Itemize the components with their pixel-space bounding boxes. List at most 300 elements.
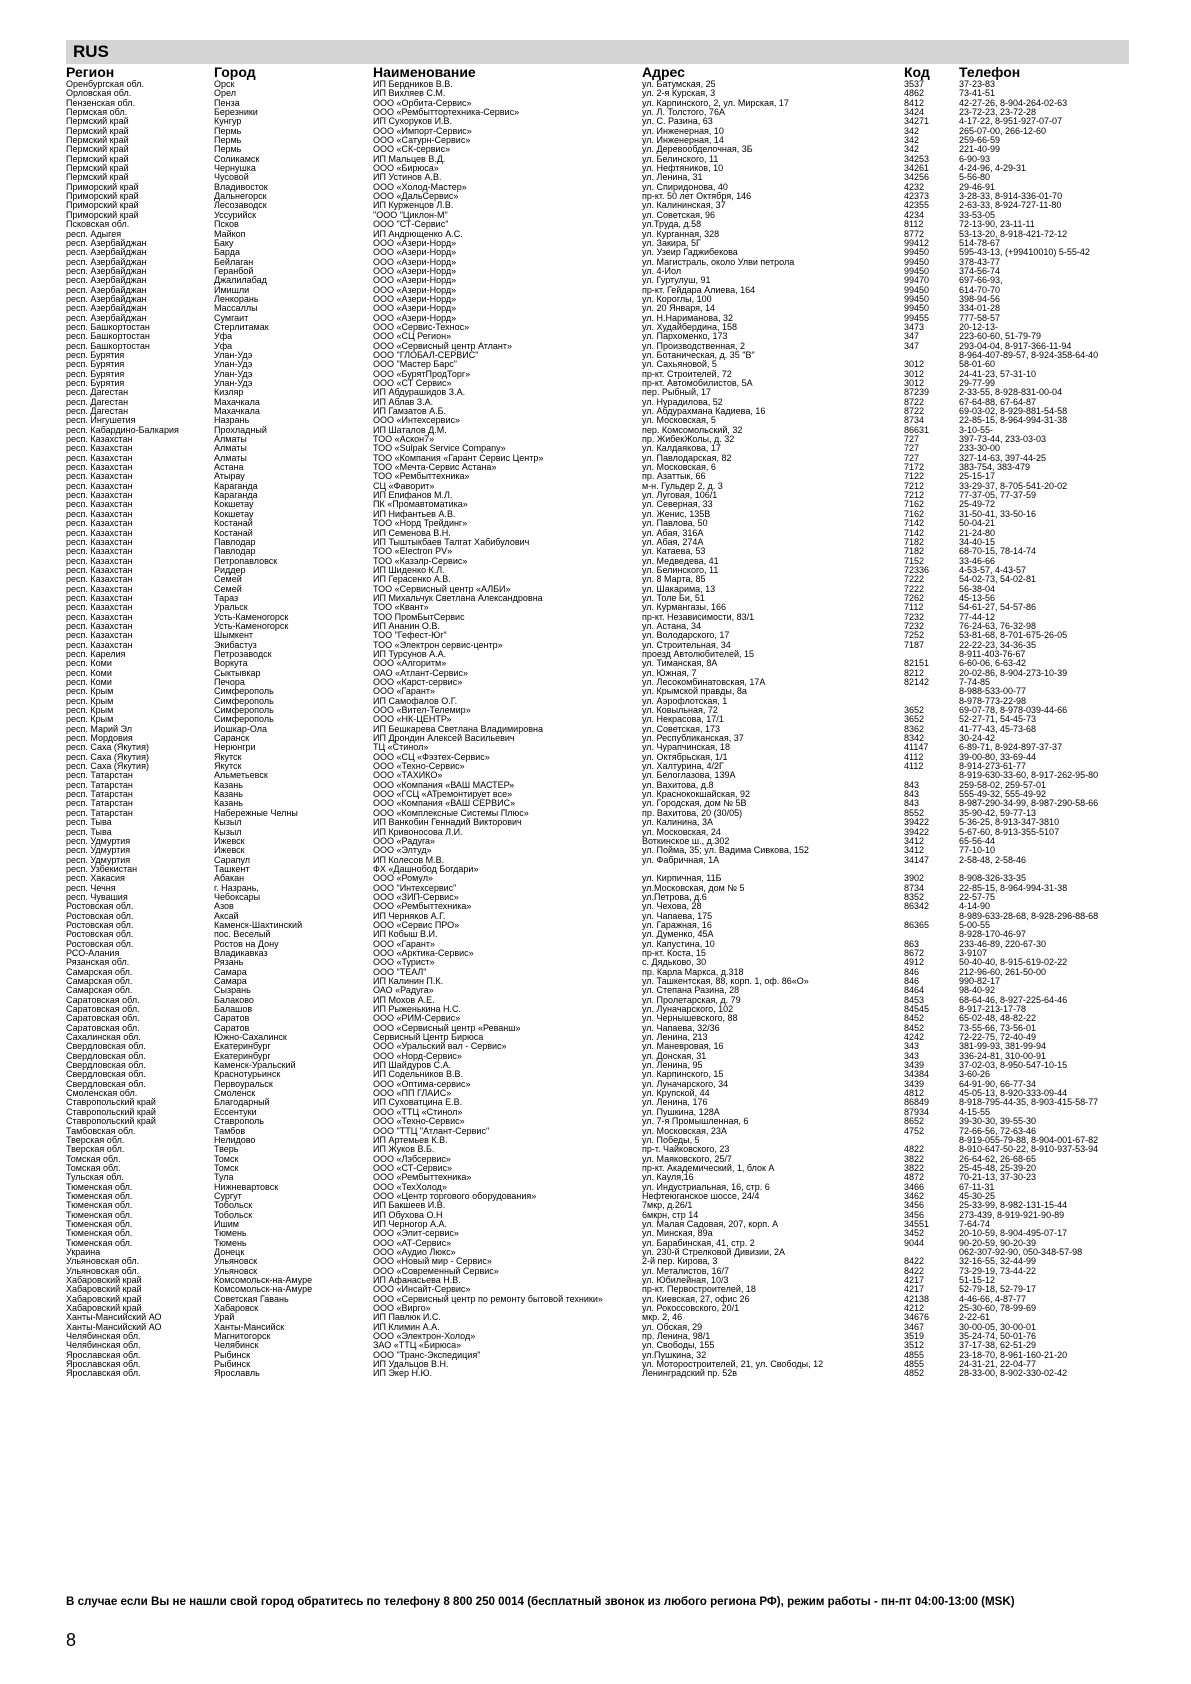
table-row [66, 818, 1129, 827]
cell-code: 7162 [904, 509, 925, 519]
cell-name: ТОО «Сервисный центр «АЛБИ» [373, 584, 511, 594]
cell-phone: 22-85-15, 8-964-994-31-38 [959, 883, 1068, 893]
cell-code: 4752 [904, 1126, 925, 1136]
cell-city: Симферополь [214, 706, 274, 716]
cell-address: ул. 230-й Стрелковой Дивизии, 2А [642, 1247, 786, 1257]
cell-code: 843 [904, 799, 920, 809]
table-row [66, 585, 1129, 594]
table-row [66, 697, 1129, 706]
table-row [66, 912, 1129, 921]
cell-city: Владивосток [214, 182, 268, 192]
cell-address: ул. Павлова, 50 [642, 519, 708, 529]
table-row [66, 136, 1129, 145]
cell-phone: 67-64-88, 67-64-87 [959, 397, 1037, 407]
cell-code: 7232 [904, 621, 925, 631]
cell-code: 87239 [904, 388, 930, 398]
cell-code: 7162 [904, 500, 925, 510]
header-phone: Телефон [959, 64, 1021, 80]
cell-region: Свердловская обл. [66, 1042, 146, 1052]
table-row [66, 407, 1129, 416]
cell-city: Воркута [214, 659, 248, 669]
cell-name: ООО «Азери-Норд» [373, 238, 457, 248]
cell-region: респ. Казахстан [66, 481, 133, 491]
cell-address: пер. Рыбный, 17 [642, 388, 711, 398]
cell-city: Сызрань [214, 986, 251, 996]
table-row [66, 893, 1129, 902]
cell-phone: 67-11-31 [959, 1182, 995, 1192]
cell-name: ООО «ПП ГЛАЙС» [373, 1089, 452, 1099]
cell-address: ул. Калдаякова, 17 [642, 444, 721, 454]
cell-address: ул. Деревообделочная, 3Б [642, 145, 753, 155]
cell-code: 82142 [904, 678, 930, 687]
cell-city: Семей [214, 584, 242, 594]
cell-code: 86849 [904, 1098, 930, 1108]
page-number: 8 [66, 1630, 77, 1650]
cell-code: 7142 [904, 528, 925, 538]
table-row [66, 1098, 1129, 1107]
cell-phone: 30-00-05, 30-00-01 [959, 1322, 1037, 1332]
cell-code: 3012 [904, 379, 925, 388]
table-row [66, 799, 1129, 808]
cell-address: ул. Л. Толстого, 76А [642, 108, 725, 118]
cell-region: респ. Азербайджан [66, 294, 147, 304]
cell-region: Тверская обл. [66, 1145, 125, 1155]
cell-code: 727 [904, 453, 920, 463]
cell-region: респ. Татарстан [66, 790, 133, 800]
cell-code: 8453 [904, 995, 925, 1005]
cell-city: Ижевск [214, 836, 245, 846]
cell-name: ТОО "Гефест-Юг" [373, 631, 447, 641]
table-row [66, 192, 1129, 201]
table-row [66, 837, 1129, 846]
cell-phone: 72-66-56, 72-63-46 [959, 1126, 1037, 1136]
cell-code: 3412 [904, 836, 925, 846]
cell-address: ул. Короглы, 100 [642, 294, 712, 304]
country-banner: RUS [66, 40, 1129, 64]
cell-address: ул. Северная, 33 [642, 500, 713, 510]
table-row [66, 856, 1129, 865]
cell-city: Кызыл [214, 827, 242, 837]
cell-name: ОАО «Радуга» [373, 986, 434, 996]
table-row [66, 1014, 1129, 1023]
cell-name: ООО «ТТЦ «Стинол» [373, 1107, 463, 1117]
cell-region: респ. Казахстан [66, 519, 133, 529]
cell-city: Сургут [214, 1191, 242, 1201]
table-row [66, 463, 1129, 472]
cell-phone: 614-70-70 [959, 285, 1001, 295]
cell-code: 3466 [904, 1182, 925, 1192]
cell-city: Якутск [214, 752, 242, 762]
table-row [66, 734, 1129, 743]
cell-address: ул.Пушкина, 32 [642, 1350, 707, 1360]
cell-phone: 595-43-13, (+99410010) 5-55-42 [959, 248, 1090, 258]
cell-name: ООО «Турист» [373, 958, 435, 968]
cell-address: ул. Женис, 135В [642, 509, 711, 519]
cell-code: 7252 [904, 631, 925, 641]
cell-phone: 77-10-10 [959, 846, 996, 856]
table-row [66, 1183, 1129, 1192]
cell-region: Челябинская обл. [66, 1332, 141, 1342]
cell-code: 3012 [904, 360, 925, 370]
cell-region: Ульяновская обл. [66, 1257, 140, 1267]
cell-address: ул. Калининская, 37 [642, 201, 726, 211]
cell-phone: 72-22-75, 72-40-49 [959, 1033, 1037, 1043]
cell-name: ООО «Гарант» [373, 939, 435, 949]
cell-phone: 25-45-48, 25-39-20 [959, 1163, 1037, 1173]
cell-phone: 378-43-77 [959, 257, 1001, 267]
cell-address: ул. Павлодарская, 82 [642, 453, 732, 463]
cell-name: ИП Климин А.А. [373, 1322, 440, 1332]
cell-phone: 24-31-21, 22-04-77 [959, 1360, 1037, 1370]
cell-phone: 56-38-04 [959, 584, 996, 594]
cell-city: Махачкала [214, 397, 260, 407]
table-row [66, 286, 1129, 295]
cell-city: Кокшетау [214, 500, 254, 510]
cell-name: ООО «Азери-Норд» [373, 294, 457, 304]
cell-city: Стерлитамак [214, 322, 269, 332]
cell-code: 3537 [904, 80, 925, 89]
cell-phone: 68-64-46, 8-927-225-64-46 [959, 995, 1068, 1005]
cell-address: 7мкр, д.26/1 [642, 1201, 693, 1211]
table-row [66, 164, 1129, 173]
cell-address: ул. Пархоменко, 173 [642, 332, 728, 342]
table-row [66, 304, 1129, 313]
cell-code: 99450 [904, 285, 930, 295]
table-row [66, 781, 1129, 790]
cell-address: ул.Московская, дом № 5 [642, 883, 745, 893]
cell-address: ул. Капустина, 10 [642, 939, 715, 949]
cell-address: ул. Кирпичная, 11Б [642, 874, 722, 884]
cell-city: Соликамск [214, 154, 260, 164]
cell-name: ТОО «Аскон7» [373, 435, 435, 445]
cell-address: ул. Донская, 31 [642, 1051, 707, 1061]
cell-city: Печора [214, 678, 245, 687]
cell-region: Ярославская обл. [66, 1369, 141, 1379]
cell-name: ООО "ТЕАЛ" [373, 967, 427, 977]
cell-phone: 37-17-38, 62-51-29 [959, 1341, 1037, 1351]
cell-phone: 53-13-20, 8-918-421-72-12 [959, 229, 1068, 239]
cell-phone: 8-964-407-89-57, 8-924-358-64-40 [959, 350, 1099, 360]
cell-city: Тобольск [214, 1201, 253, 1211]
cell-region: Тюменская обл. [66, 1182, 133, 1192]
cell-code: 8212 [904, 668, 925, 678]
cell-code: 8362 [904, 724, 925, 734]
cell-address: пр. Азаттык, 66 [642, 472, 706, 482]
table-row [66, 183, 1129, 192]
cell-name: ИП Устинов А.В. [373, 173, 442, 183]
cell-phone: 39-00-80, 33-69-44 [959, 752, 1037, 762]
cell-city: Каменск-Уральский [214, 1061, 296, 1071]
cell-code: 3652 [904, 715, 925, 725]
table-row [66, 239, 1129, 248]
cell-phone: 31-50-41, 33-50-16 [959, 509, 1037, 519]
cell-address: ул. Кауля,16 [642, 1173, 694, 1183]
cell-address: ул. 7-я Промышленная, 6 [642, 1117, 749, 1127]
cell-phone: 8-987-290-34-99, 8-987-290-58-66 [959, 799, 1099, 809]
cell-name: ООО «ЗИП-Сервис» [373, 892, 459, 902]
cell-phone: 54-61-27, 54-57-86 [959, 603, 1037, 613]
cell-phone: 25-49-72 [959, 500, 996, 510]
cell-code: 3424 [904, 108, 925, 118]
cell-city: Урай [214, 1313, 235, 1323]
cell-city: Алматы [214, 444, 247, 454]
cell-phone: 3-10-55- [959, 425, 994, 435]
cell-city: Кызыл [214, 818, 242, 828]
table-row [66, 1201, 1129, 1210]
cell-address: ул. Катаева, 53 [642, 547, 706, 557]
cell-region: респ. Саха (Якутия) [66, 762, 149, 772]
table-row [66, 332, 1129, 341]
cell-name: ООО «Техно-Сервис» [373, 1117, 465, 1127]
cell-region: Тюменская обл. [66, 1219, 133, 1229]
cell-phone: 76-24-63, 76-32-98 [959, 621, 1037, 631]
cell-city: Массаллы [214, 304, 258, 314]
cell-city: Рязань [214, 958, 244, 968]
cell-address: пер. Комсомольский, 32 [642, 425, 743, 435]
cell-address: ул. Победы, 5 [642, 1135, 700, 1145]
cell-name: ТОО «Квант» [373, 603, 429, 613]
header-address: Адрес [642, 64, 685, 80]
cell-address: ул. Халтурина, 4/2Г [642, 762, 724, 772]
cell-address: ул. Московская, 6 [642, 463, 716, 473]
cell-phone: 2-63-33, 8-924-727-11-80 [959, 201, 1062, 211]
cell-region: Свердловская обл. [66, 1061, 146, 1071]
cell-city: Тверь [214, 1145, 239, 1155]
cell-region: респ. Азербайджан [66, 313, 147, 323]
cell-name: ООО «Импорт-Сервис» [373, 126, 472, 136]
cell-phone: 72-13-90, 23-11-11 [959, 220, 1035, 230]
cell-address: ул. Московская, 5 [642, 416, 716, 426]
cell-address: ул. Малая Садовая, 207, корп. А [642, 1219, 779, 1229]
cell-name: ИП Бакшеев И.В. [373, 1201, 446, 1211]
cell-name: ИП Абдурашидов З.А. [373, 388, 466, 398]
cell-region: респ. Казахстан [66, 556, 133, 566]
cell-region: респ. Ингушетия [66, 416, 136, 426]
cell-code: 7112 [904, 603, 924, 613]
cell-city: Альметьевск [214, 771, 268, 781]
cell-phone: 8-918-795-44-35, 8-903-415-58-77 [959, 1098, 1099, 1108]
cell-region: респ. Тыва [66, 827, 112, 837]
table-row [66, 435, 1129, 444]
cell-region: Самарская обл. [66, 977, 133, 986]
cell-city: Геранбой [214, 266, 254, 276]
cell-city: Самара [214, 967, 247, 977]
cell-name: ООО «Современный Сервис» [373, 1266, 499, 1276]
cell-address: ул. Белинского, 11 [642, 154, 719, 164]
cell-phone: 2-22-61 [959, 1313, 991, 1323]
cell-address: ул. Киевская, 27, офис 26 [642, 1294, 750, 1304]
cell-city: Псков [214, 220, 239, 230]
cell-address: ул. Батумская, 25 [642, 80, 716, 89]
table-row [66, 491, 1129, 500]
cell-address: ул. Сахьяновой, 5 [642, 360, 717, 370]
cell-address: ул. Барабинская, 41, стр. 2 [642, 1238, 755, 1248]
cell-address: мкр. 2, 46 [642, 1313, 683, 1323]
cell-phone: 33-53-05 [959, 210, 996, 220]
cell-code: 8552 [904, 808, 925, 818]
table-row [66, 117, 1129, 126]
cell-name: ИП Самофалов О.Г. [373, 696, 458, 706]
header-code: Код [904, 64, 930, 80]
cell-code: 4872 [904, 1173, 925, 1183]
cell-region: респ. Дагестан [66, 407, 129, 417]
cell-name: ООО «Электрон-Холод» [373, 1332, 476, 1342]
cell-address: ул. Ленина, 95 [642, 1061, 703, 1071]
cell-city: Абакан [214, 874, 245, 884]
cell-name: ООО «Инсайт-Сервис» [373, 1285, 471, 1295]
cell-code: 8734 [904, 883, 925, 893]
cell-city: Первоуральск [214, 1079, 273, 1089]
cell-name: ИП Епифанов М.Л. [373, 491, 453, 501]
cell-name: ИП Шайдуров С.А. [373, 1061, 452, 1071]
table-row [66, 575, 1129, 584]
cell-city: Чернушка [214, 164, 256, 174]
cell-phone: 8-908-326-33-35 [959, 874, 1027, 884]
table-row [66, 902, 1129, 911]
cell-name: ООО «Алгоритм» [373, 659, 447, 669]
table-row [66, 1136, 1129, 1145]
cell-address: ул. Московская, 23А [642, 1126, 727, 1136]
cell-name: ИП Шиденко К.Л. [373, 565, 445, 575]
table-row [66, 1341, 1129, 1350]
cell-name: ИП Андрющенко А.С. [373, 229, 463, 239]
cell-phone: 383-754, 383-479 [959, 463, 1031, 473]
cell-address: ул. Маневровая, 16 [642, 1042, 724, 1052]
cell-address: ул. Луначарского, 102 [642, 1005, 734, 1015]
cell-city: Назрань [214, 416, 250, 426]
cell-region: Ханты-Мансийский АО [66, 1322, 162, 1332]
cell-address: ул. Индустриальная, 16, стр. 6 [642, 1182, 770, 1192]
cell-region: респ. Крым [66, 715, 114, 725]
cell-name: ООО «Комплексные Системы Плюс» [373, 808, 529, 818]
cell-city: Павлодар [214, 537, 256, 547]
cell-code: 34256 [904, 173, 930, 183]
cell-region: респ. Казахстан [66, 463, 133, 473]
cell-name: ИП Жуков В.Б. [373, 1145, 435, 1155]
cell-name: ООО «Норд-Сервис» [373, 1051, 462, 1061]
cell-name: ТОО «Казэлр-Сервис» [373, 556, 468, 566]
table-row [66, 566, 1129, 575]
cell-city: Уссурийск [214, 210, 257, 220]
cell-region: респ. Коми [66, 678, 112, 687]
cell-phone: 5-00-55 [959, 920, 991, 930]
table-row [66, 594, 1129, 603]
cell-name: ООО «Орбита-Сервис» [373, 98, 472, 108]
cell-name: ООО «Элтуд» [373, 846, 432, 856]
table-row [66, 370, 1129, 379]
cell-city: Казань [214, 780, 243, 790]
cell-code: 86631 [904, 425, 930, 435]
cell-region: Тюменская обл. [66, 1210, 133, 1220]
cell-region: респ. Казахстан [66, 453, 133, 463]
cell-address: ул. Фабричная, 1А [642, 855, 720, 865]
cell-name: ООО «Аудио Люкс» [373, 1247, 456, 1257]
cell-region: Ставропольский край [66, 1098, 156, 1108]
cell-phone: 4-24-96, 4-29-31 [959, 164, 1027, 174]
cell-name: ИП Рыженькина Н.С. [373, 1005, 462, 1015]
cell-name: ИП Колесов М.В. [373, 855, 445, 865]
cell-city: г. Назрань, [214, 883, 259, 893]
cell-phone: 39-30-30, 39-55-30 [959, 1117, 1037, 1127]
cell-region: Приморский край [66, 210, 139, 220]
table-row [66, 996, 1129, 1005]
cell-code: 3822 [904, 1163, 925, 1173]
cell-phone: 3-9107 [959, 948, 988, 958]
cell-city: Донецк [214, 1247, 245, 1257]
table-row [66, 865, 1129, 874]
cell-city: Благодарный [214, 1098, 270, 1108]
cell-address: ул. 20 Января, 14 [642, 304, 716, 314]
cell-phone: 397-73-44, 233-03-03 [959, 435, 1047, 445]
cell-region: респ. Удмуртия [66, 846, 131, 856]
table-row [66, 211, 1129, 220]
cell-name: ООО «Компания «ВАШ МАСТЕР» [373, 780, 515, 790]
table-row [66, 771, 1129, 780]
cell-city: Улан-Удэ [214, 350, 253, 360]
cell-phone: 25-30-60, 78-99-69 [959, 1304, 1037, 1314]
cell-region: Пермский край [66, 117, 129, 127]
cell-name: ИП Турсунов А.А. [373, 649, 447, 659]
cell-address: ул. Калинина, 3А [642, 818, 714, 828]
table-row [66, 557, 1129, 566]
cell-name: ООО «Элит-сервис» [373, 1229, 459, 1239]
cell-region: респ. Казахстан [66, 593, 133, 603]
cell-city: Усть-Каменогорск [214, 612, 289, 622]
cell-code: 99450 [904, 304, 930, 314]
cell-code: 843 [904, 780, 920, 790]
cell-region: Ханты-Мансийский АО [66, 1313, 162, 1323]
cell-code: 4217 [904, 1285, 925, 1295]
cell-code: 99450 [904, 266, 930, 276]
cell-region: респ. Хакасия [66, 874, 125, 884]
table-row [66, 145, 1129, 154]
cell-name: ИП Ванкобин Геннадий Викторович [373, 818, 522, 828]
table-row [66, 80, 1129, 89]
cell-region: респ. Татарстан [66, 808, 133, 818]
cell-address: м-н. Гульдер 2, д. 3 [642, 481, 723, 491]
table-row [66, 669, 1129, 678]
cell-code: 87934 [904, 1107, 930, 1117]
cell-city: Экибастуз [214, 640, 257, 650]
cell-phone: 70-21-13, 37-30-23 [959, 1173, 1037, 1183]
cell-region: респ. Казахстан [66, 575, 133, 585]
table-row [66, 986, 1129, 995]
cell-city: Владикавказ [214, 948, 268, 958]
table-row [66, 108, 1129, 117]
table-row [66, 725, 1129, 734]
cell-region: респ. Дагестан [66, 388, 129, 398]
cell-phone: 45-30-25 [959, 1191, 996, 1201]
cell-phone: 45-13-56 [959, 593, 996, 603]
table-row [66, 753, 1129, 762]
cell-region: респ. Кабардино-Балкария [66, 425, 179, 435]
cell-code: 82151 [904, 659, 930, 669]
cell-code: 7232 [904, 612, 925, 622]
cell-region: Саратовская обл. [66, 1023, 140, 1033]
cell-region: Томская обл. [66, 1154, 121, 1164]
cell-code: 7262 [904, 593, 925, 603]
cell-name: ИП Дрондин Алексей Васильевич [373, 734, 515, 744]
cell-name: ООО «Азери-Норд» [373, 285, 457, 295]
cell-name: ООО «Карст-сервис» [373, 678, 463, 687]
cell-phone: 22-22-23, 34-36-35 [959, 640, 1037, 650]
cell-address: пр-кт. 50 лет Октября, 146 [642, 192, 752, 202]
cell-code: 727 [904, 444, 920, 454]
cell-region: респ. Казахстан [66, 435, 133, 445]
cell-phone: 259-58-02, 259-57-01 [959, 780, 1047, 790]
cell-phone: 53-81-68, 8-701-675-26-05 [959, 631, 1068, 641]
cell-code: 843 [904, 790, 920, 800]
